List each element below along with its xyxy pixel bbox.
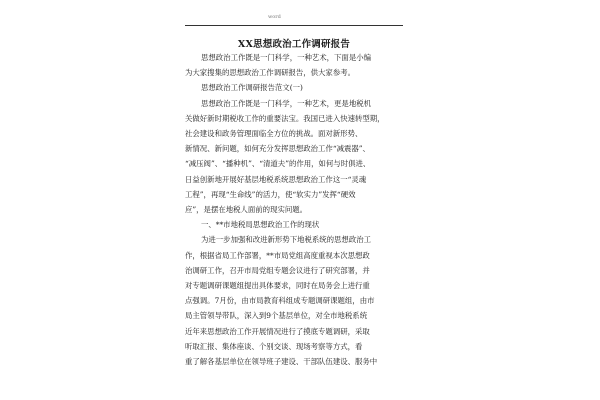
body-line: 一、**市地税局思想政治工作的现状: [201, 220, 320, 230]
body-line: 思想政治工作既是一门科学，一种艺术，更是地税机: [201, 98, 371, 108]
document-title: XX思想政治工作调研报告: [237, 39, 351, 50]
body-line: 听取汇报、集体座谈、个别交谈、现场考察等方式，看: [185, 341, 363, 351]
body-line: 思想政治工作调研报告范文(一): [201, 83, 303, 93]
body-line: 为进一步加强和改进新形势下地税系统的思想政治工: [201, 235, 371, 245]
body-line: 关做好新时期税收工作的重要法宝。我国已进入快速转型期，: [185, 113, 385, 123]
document-page: [185, 0, 403, 400]
body-line: 日益创新地开展好基层地税系统思想政治工作这一“灵魂: [185, 174, 367, 184]
header-rule: [185, 25, 403, 26]
body-line: 作，根据省局工作部署，**市局党组高度重视本次思想政: [185, 250, 370, 260]
body-line: 新情况、新问题，如何充分发挥思想政治工作“减震器”、: [185, 144, 370, 154]
body-line: 对专题调研课题组提出具体要求，同时在局务会上进行重: [185, 281, 370, 290]
body-line: 重了解各基层单位在领导班子建设、干部队伍建设、服务中: [185, 357, 378, 366]
header-mark: word: [268, 14, 281, 20]
body-line: 局主管领导带队，深入到9个基层单位，对全市地税系统: [185, 311, 368, 321]
body-line: 思想政治工作既是一门科学，一种艺术，下面是小编: [201, 53, 371, 62]
body-line: 工程”，再现“生命线”的活力，使“软实力”发挥“硬效: [185, 189, 356, 199]
body-line: 近年来思想政治工作开展情况进行了摸底专题调研，采取: [185, 326, 370, 336]
body-line: 应”，是摆在地税人面前的现实问题。: [185, 205, 308, 214]
body-line: 社会建设和政务管理面临全方位的挑战。面对新形势、: [185, 129, 363, 138]
body-line: “减压阀”、“播种机”、“清道夫”的作用，如何与时俱进、: [185, 159, 371, 169]
body-line: 为大家搜集的思想政治工作调研报告，供大家参考。: [185, 68, 355, 78]
body-line: 治调研工作，召开市局党组专题会议进行了研究部署，并: [185, 265, 370, 275]
body-line: 点强调。7月份，由市局教育科组成专题调研课题组，由市: [185, 296, 375, 306]
